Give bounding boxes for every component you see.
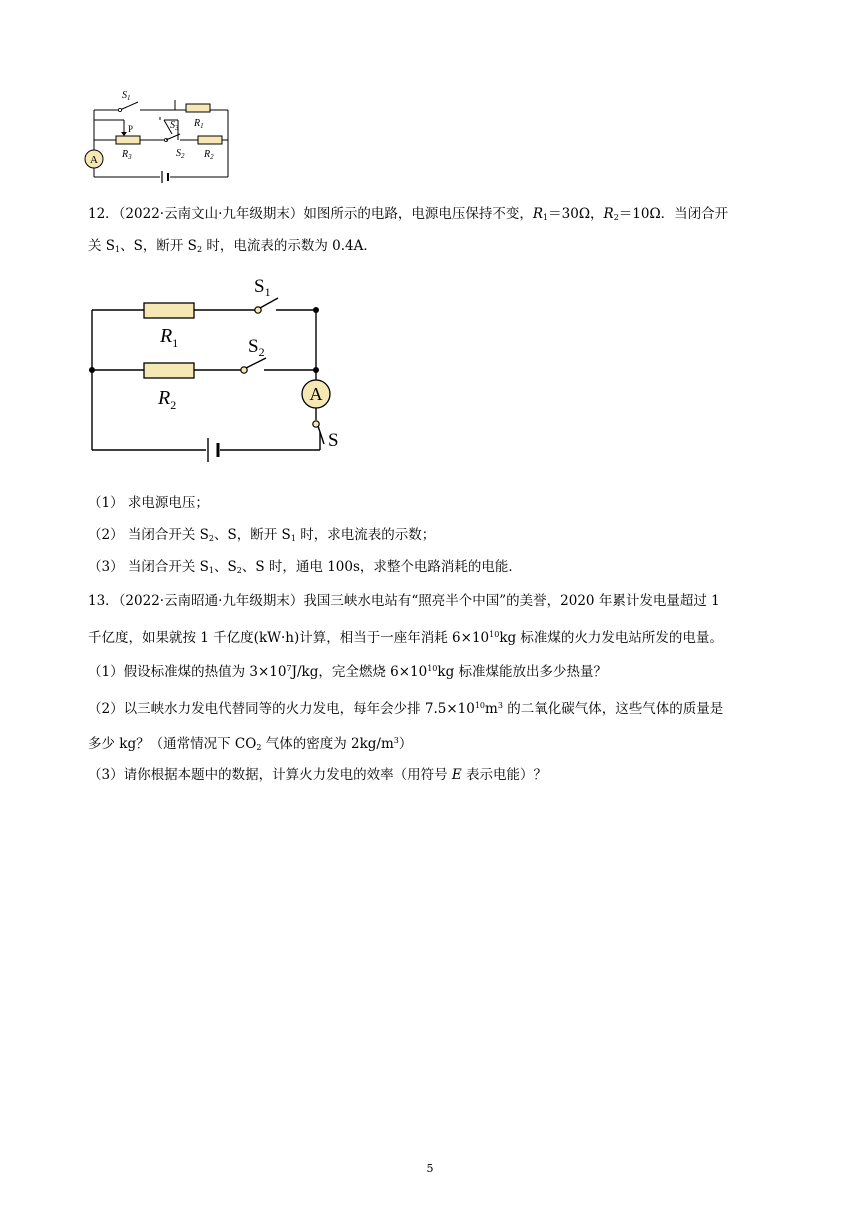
label2-s1: S	[254, 276, 265, 297]
label-p: P	[128, 124, 134, 134]
label-s2: S	[176, 148, 181, 159]
circuit-diagram-2	[80, 268, 360, 478]
q13-part-1: （1）假设标准煤的热值为 $3\times 10^7J/kg$，完全燃烧 $6\times 10^{10}kg$ 标准煤能放出多少热量？	[88, 664, 608, 680]
q12-line-2: 关 $S_1$、S，断开 $S_2$ 时，电流表的示数为 0.4A．	[88, 238, 377, 254]
q13-line-1: 13．（2022·云南昭通·九年级期末）我国三峡水电站有“照亮半个中国”的美誉，2020 年累计发电量超过 1	[88, 593, 720, 609]
label2-r1: R	[160, 325, 173, 347]
label-s1: S	[122, 90, 127, 101]
q13-line-2: 千亿度，如果就按 1 千亿度(kW·h)计算，相当于一座年消耗 $6\times 10^{10}kg$ 标准煤的火力发电站所发的电量。	[88, 630, 723, 646]
svg-text:S2: $S_2$	[248, 336, 265, 359]
circuit-diagram-1	[80, 82, 240, 192]
label-r2: R	[204, 149, 211, 160]
q12-sub-1: （1） 求电源电压；	[88, 495, 209, 511]
label2-r2: R	[158, 387, 171, 409]
label-s3: S	[170, 120, 175, 131]
q13-part-2: （2）以三峡水力发电代替同等的火力发电，每年会少排 $7.5\times 10^{10}m^3$ 的二氧化碳气体，这些气体的质量是	[88, 701, 724, 717]
q12-sub-3: （3） 当闭合开关 $S_1$、$S_2$、S 时，通电 100s，求整个电路消耗的电能．	[88, 559, 522, 575]
svg-text:S3: $S_3$	[170, 120, 179, 132]
ammeter-label-2: A	[309, 384, 323, 404]
svg-text:R1: $R_1$	[194, 118, 204, 130]
label2-s: S	[328, 430, 339, 451]
page-number: 5	[426, 1162, 434, 1175]
q13-part-2-cont: 多少 kg？（通常情况下 $CO_2$ 气体的密度为 $2kg/m^3$）	[88, 736, 413, 752]
q13-part-3: （3）请你根据本题中的数据，计算火力发电的效率（用符号 E 表示电能）？	[88, 767, 548, 783]
q12-sub-2: （2） 当闭合开关 $S_2$、S，断开 $S_1$ 时，求电流表的示数；	[88, 527, 436, 543]
svg-text:R2: $R_2$	[158, 387, 177, 412]
svg-text:R3: $R_3$	[122, 149, 132, 161]
label-r1: R	[194, 118, 201, 129]
q12-line-1: 12．（2022·云南文山·九年级期末）如图所示的电路，电源电压保持不变，$R_1=30\Omega$，$R_2=10\Omega$．当闭合开	[88, 206, 729, 222]
svg-text:S2: $S_2$	[176, 148, 185, 160]
svg-text:S1: $S_1$	[122, 90, 131, 102]
ammeter-label-1: A	[90, 154, 98, 166]
svg-text:R1: $R_1$	[160, 325, 179, 350]
label-r3: R	[122, 149, 129, 160]
svg-text:R2: $R_2$	[204, 149, 214, 161]
svg-text:S1: $S_1$	[254, 276, 271, 299]
label2-s2: S	[248, 336, 259, 357]
